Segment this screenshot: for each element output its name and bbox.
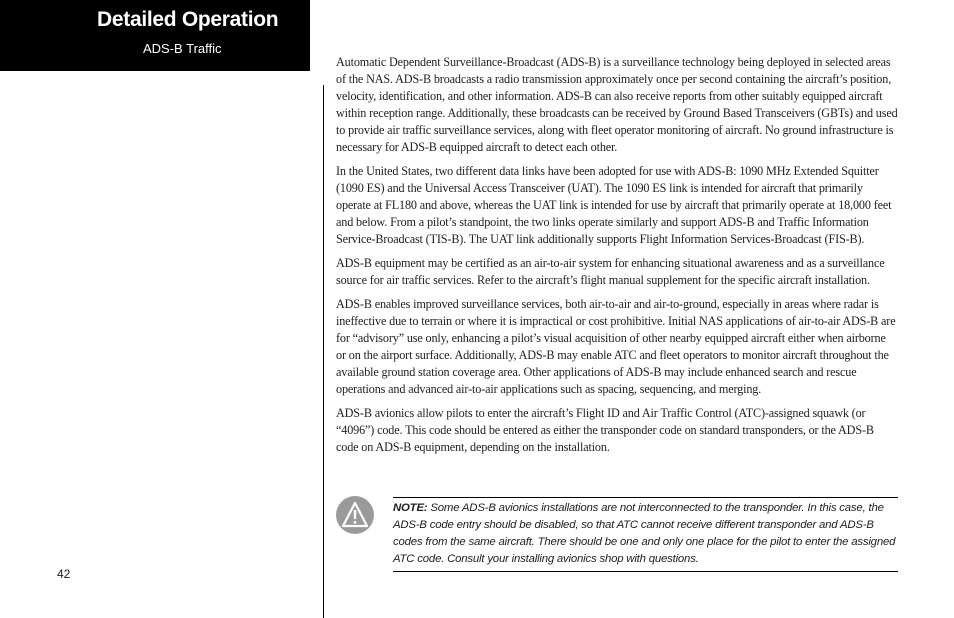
note-text: Some ADS-B avionics installations are not interconnected to the transponder. In this case, the ADS-B code entry should be disabled, so that ATC cannot receive different transponder and ADS-B codes from the same aircraft. There should be one and only one place for the pilot to enter the assigned ATC code. Consult your installing avionics shop with questions. [393, 502, 896, 565]
paragraph-2: In the United States, two different data links have been adopted for use with ADS-B: 1090 MHz Extended Squitter (1090 ES) and the Universal Access Transceiver (UAT). The 1090 ES link is intended for aircraft that primarily operate at FL180 and above, whereas the UAT link is intended for use by aircraft that primarily operate at 18,000 feet and below. From a pilot’s standpoint, the two links operate similarly and support ADS-B and Traffic Information Service-Broadcast (TIS-B). The UAT link additionally supports Flight Information Services-Broadcast (FIS-B). [336, 164, 892, 246]
warning-triangle-icon [336, 496, 374, 534]
paragraph-5: ADS-B avionics allow pilots to enter the aircraft’s Flight ID and Air Traffic Control (ATC)-assigned squawk (or “4096”) code. This code should be entered as either the transponder code on standard transponders, or the ADS-B code on ADS-B equipment, depending on the installation. [336, 406, 874, 454]
section-header [0, 0, 310, 71]
note-label: NOTE: [393, 502, 428, 514]
paragraph-1: Automatic Dependent Surveillance-Broadcast (ADS-B) is a surveillance technology being deployed in selected areas of the NAS. ADS-B broadcasts a radio transmission approximately once per second containing the aircraft’s position, velocity, identification, and other information. ADS-B can also receive reports from other suitably equipped aircraft within reception range. Additionally, these broadcasts can be received by Ground Based Transceivers (GBTs) and used to provide air traffic surveillance services, along with fleet operator monitoring of aircraft. No ground infrastructure is necessary for ADS-B equipped aircraft to detect each other. [336, 55, 898, 154]
paragraph-4: ADS-B enables improved surveillance services, both air-to-air and air-to-ground, especially in areas where radar is ineffective due to terrain or where it is impractical or cost prohibitive. Initial NAS applications of air-to-air ADS-B are for “advisory” use only, enhancing a pilot’s visual acquisition of other nearby equipped aircraft either when airborne or on the airport surface. Additionally, ADS-B may enable ATC and fleet operators to monitor aircraft throughout the available ground station coverage area. Other applications of ADS-B may include enhanced search and rescue operations and advanced air-to-air applications such as spacing, sequencing, and merging. [336, 297, 896, 396]
body-text [336, 54, 898, 463]
column-divider [323, 85, 324, 618]
page-title: Detailed Operation [97, 8, 279, 31]
page-subtitle: ADS-B Traffic [143, 41, 222, 56]
page-number: 42 [57, 567, 71, 581]
note-box [393, 497, 898, 572]
paragraph-3: ADS-B equipment may be certified as an air-to-air system for enhancing situational awareness and as a surveillance source for air traffic services. Refer to the aircraft’s flight manual supplement for the specific aircraft installation. [336, 256, 885, 287]
